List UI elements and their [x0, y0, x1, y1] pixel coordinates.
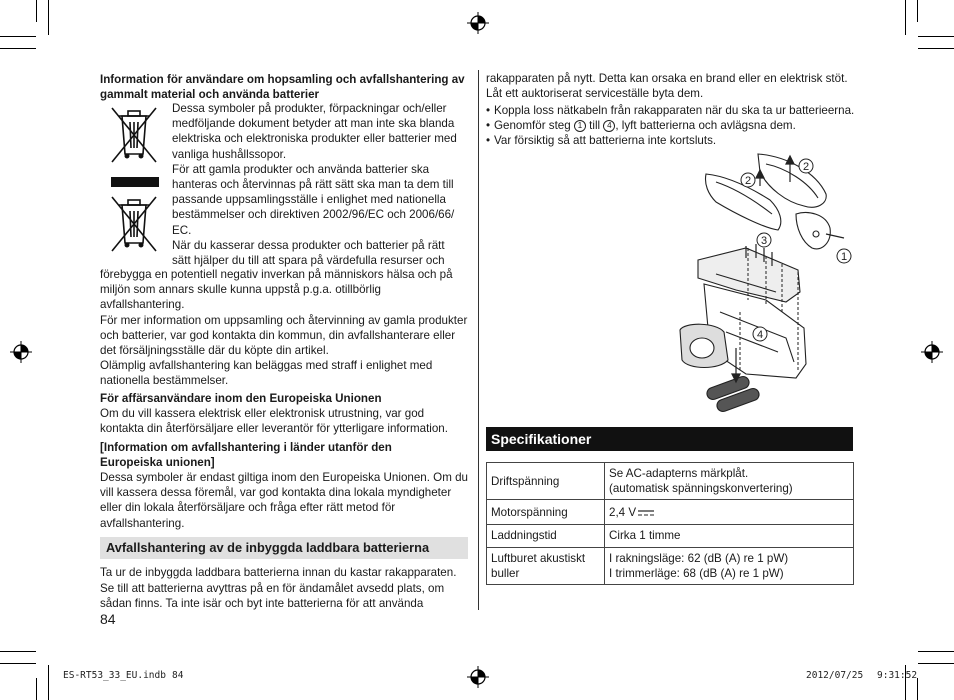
- crossed-bin-icon: [108, 104, 160, 166]
- footer-date: 2012/07/25: [806, 670, 864, 681]
- crop-mark: [0, 651, 36, 652]
- footer-page: 84: [172, 670, 184, 681]
- crop-mark: [0, 36, 36, 37]
- table-cell: Motorspänning: [487, 500, 605, 525]
- figure-label: 2: [802, 161, 810, 173]
- column-divider: [478, 70, 479, 610]
- table-cell: Laddningstid: [487, 525, 605, 547]
- info-heading: Information för användare om hopsamling och avfallshantering av gammalt material och använda batterier: [100, 73, 465, 102]
- table-cell: Se AC-adapterns märkplåt. (automatisk spänningskonvertering): [605, 463, 854, 500]
- battery-section-title: Avfallshantering av de inbyggda laddbara batterierna: [100, 537, 468, 559]
- outside-heading: [Information om avfallshantering i länder utanför den Europeiska unionen]: [100, 441, 392, 470]
- list-item: • Var försiktig så att batterierna inte kortsluts.: [486, 133, 858, 148]
- registration-mark: [467, 12, 489, 34]
- paragraph: förebygga en potentiell negativ inverkan på människors hälsa och på miljön som annars skulle kunna uppstå p.g.a. otillbörlig avfallshantering.: [100, 268, 453, 312]
- table-row: [487, 463, 854, 500]
- table-row: [487, 547, 854, 584]
- crop-mark: [0, 48, 36, 49]
- paragraph: För mer information om uppsamling och återvinning av gamla produkter och batterier, var god kontakta din kommun, din avfallshanterare eller det försäljningsställe där du köpte din artikel.: [100, 313, 468, 358]
- step-marker: 1: [574, 120, 586, 132]
- list-item: • Koppla loss nätkabeln från rakapparaten när du ska ta ur batterieerna.: [486, 103, 858, 118]
- spec-title: Specifikationer: [486, 427, 853, 451]
- spec-table: [486, 462, 854, 585]
- crop-mark: [36, 678, 37, 700]
- crop-mark: [48, 665, 49, 700]
- table-row: [487, 525, 854, 547]
- paragraph: Olämplig avfallshantering kan beläggas med straff i enlighet med nationella bestämmelser.: [100, 359, 433, 388]
- table-cell: I rakningsläge: 62 (dB (A) re 1 pW) I trimmerläge: 68 (dB (A) re 1 pW): [605, 547, 854, 584]
- crop-mark: [918, 663, 954, 664]
- page-number: 84: [100, 611, 116, 627]
- crop-mark: [905, 0, 906, 35]
- crop-mark: [918, 651, 954, 652]
- crop-mark: [36, 0, 37, 22]
- business-text: Om du vill kassera elektrisk eller elektronisk utrustning, var god kontakta din återförsäljare eller leverantör för ytterligare information.: [100, 407, 448, 436]
- instruction-list: [486, 103, 858, 149]
- crossed-bin-icon: [108, 193, 160, 255]
- figure-label: 1: [840, 251, 848, 263]
- table-cell: Luftburet akustiskt buller: [487, 547, 605, 584]
- figure-label: 3: [760, 235, 768, 247]
- bar-symbol: [111, 177, 159, 187]
- registration-mark: [921, 341, 943, 363]
- outside-text: Dessa symboler är endast giltiga inom den Europeiska Unionen. Om du vill kassera dessa föremål, var god kontakta dina lokala myndigheter eller din lokala återförsäljare och fråga efter rätt metod för avfallshantering.: [100, 471, 468, 530]
- list-item: • Genomför steg 1 till 4 , lyft batterierna och avlägsna dem.: [486, 118, 858, 133]
- disassembly-illustration: [676, 152, 858, 414]
- crop-mark: [918, 36, 954, 37]
- table-cell: Driftspänning: [487, 463, 605, 500]
- business-heading: För affärsanvändare inom den Europeiska Unionen: [100, 392, 382, 405]
- continued-text: rakapparaten på nytt. Detta kan orsaka en brand eller en elektrisk stöt. Låt ett auktoriserat serviceställe byta dem.: [486, 72, 848, 101]
- crop-mark: [917, 678, 918, 700]
- crop-mark: [917, 0, 918, 22]
- dc-symbol-icon: [637, 509, 655, 517]
- battery-text: Ta ur de inbyggda laddbara batterierna innan du kastar rakapparaten. Se till att batterierna avyttras på en för ändamålet avsedd plats, om sådan finns. Ta inte isär och byt inte batterierna för att använda: [100, 566, 457, 611]
- registration-mark: [467, 666, 489, 688]
- body-text: [100, 267, 468, 389]
- table-cell: 2,4 V: [605, 500, 854, 525]
- step-marker: 4: [603, 120, 615, 132]
- figure-label: 4: [756, 329, 764, 341]
- crop-mark: [0, 663, 36, 664]
- table-cell: Cirka 1 timme: [605, 525, 854, 547]
- table-row: [487, 500, 854, 525]
- footer-file: ES-RT53_33_EU.indb: [63, 670, 166, 681]
- figure-label: 2: [744, 175, 752, 187]
- symbols-paragraph: Dessa symboler på produkter, förpackningar och/eller medföljande dokument betyder att man inte ska blanda elektriska och elektroniska produkter eller batterier med vanliga hushållssopor. För att gamla produkter och använda batterier ska hanteras och återvinnas på rätt sätt ska man ta dem till passande uppsamlingsställe i enlighet med nationella bestämmelser och direktiven 2002/96/EC och 2006/66/ EC. När du kasserar dessa produkter och batterier på rätt sätt hjälper du till att spara på värdefulla resurser och: [172, 102, 457, 268]
- crop-mark: [48, 0, 49, 35]
- footer-time: 9:31:52: [877, 670, 918, 681]
- crop-mark: [918, 48, 954, 49]
- registration-mark: [10, 341, 32, 363]
